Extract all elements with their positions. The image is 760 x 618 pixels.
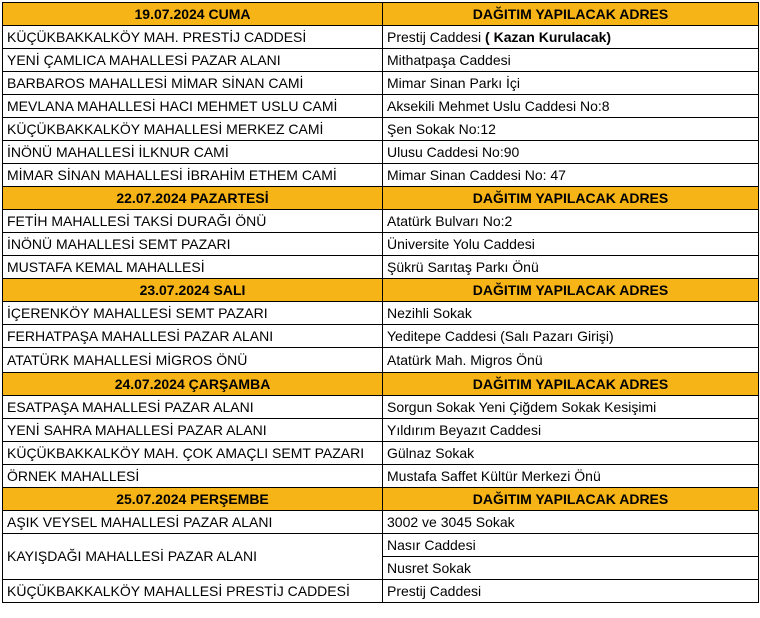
address-column-header: DAĞITIM YAPILACAK ADRES xyxy=(383,3,759,26)
location-cell: İÇERENKÖY MAHALLESİ SEMT PAZARI xyxy=(3,302,383,325)
address-text: Şen Sokak No:12 xyxy=(387,120,496,137)
day-header-row xyxy=(3,187,759,210)
address-text: Prestij Caddesi xyxy=(387,28,486,45)
address-text: Sorgun Sokak Yeni Çiğdem Sokak Kesişimi xyxy=(387,398,657,415)
address-text: Şükrü Sarıtaş Parkı Önü xyxy=(387,258,539,275)
table-row xyxy=(3,534,759,557)
day-date-header: 19.07.2024 CUMA xyxy=(3,3,383,26)
location-cell: MİMAR SİNAN MAHALLESİ İBRAHİM ETHEM CAMİ xyxy=(3,164,383,187)
address-text: Mustafa Saffet Kültür Merkezi Önü xyxy=(387,467,601,484)
table-row xyxy=(3,396,759,419)
table-row xyxy=(3,95,759,118)
address-column-header: DAĞITIM YAPILACAK ADRES xyxy=(383,373,759,396)
address-cell xyxy=(383,256,759,279)
table-row xyxy=(3,26,759,49)
day-date-header: 23.07.2024 SALI xyxy=(3,279,383,302)
table-row xyxy=(3,164,759,187)
address-column-header: DAĞITIM YAPILACAK ADRES xyxy=(383,187,759,210)
address-text: Yıldırım Beyazıt Caddesi xyxy=(387,421,542,438)
address-text: Prestij Caddesi xyxy=(387,582,482,599)
location-cell: KÜÇÜKBAKKALKÖY MAH. ÇOK AMAÇLI SEMT PAZARI xyxy=(3,442,383,465)
location-cell: YENİ SAHRA MAHALLESİ PAZAR ALANI xyxy=(3,419,383,442)
address-cell xyxy=(383,396,759,419)
table-row xyxy=(3,72,759,95)
address-text: Mimar Sinan Parkı İçi xyxy=(387,74,521,91)
location-cell: BARBAROS MAHALLESİ MİMAR SİNAN CAMİ xyxy=(3,72,383,95)
table-row xyxy=(3,511,759,534)
address-text: Atatürk Bulvarı No:2 xyxy=(387,212,513,229)
table-row xyxy=(3,580,759,603)
address-cell xyxy=(383,72,759,95)
address-note: ( Kazan Kurulacak) xyxy=(485,28,612,45)
location-cell: FETİH MAHALLESİ TAKSİ DURAĞI ÖNÜ xyxy=(3,210,383,233)
table-row xyxy=(3,419,759,442)
address-text: Mimar Sinan Caddesi No: 47 xyxy=(387,166,566,183)
table-row xyxy=(3,302,759,325)
location-cell: ESATPAŞA MAHALLESİ PAZAR ALANI xyxy=(3,396,383,419)
address-cell xyxy=(383,95,759,118)
address-cell xyxy=(383,465,759,488)
address-cell xyxy=(383,442,759,465)
address-cell xyxy=(383,141,759,164)
address-cell xyxy=(383,580,759,603)
schedule-body xyxy=(3,3,759,603)
address-cell xyxy=(383,302,759,325)
location-cell: MEVLANA MAHALLESİ HACI MEHMET USLU CAMİ xyxy=(3,95,383,118)
address-cell xyxy=(383,511,759,534)
day-header-row xyxy=(3,279,759,302)
location-cell: KÜÇÜKBAKKALKÖY MAH. PRESTİJ CADDESİ xyxy=(3,26,383,49)
address-cell xyxy=(383,325,759,348)
address-cell xyxy=(383,534,759,557)
day-date-header: 25.07.2024 PERŞEMBE xyxy=(3,488,383,511)
day-date-header: 24.07.2024 ÇARŞAMBA xyxy=(3,373,383,396)
address-text: Yeditepe Caddesi (Salı Pazarı Girişi) xyxy=(387,327,614,344)
address-text: Nezihli Sokak xyxy=(387,304,472,321)
day-header-row xyxy=(3,3,759,26)
address-text: Aksekili Mehmet Uslu Caddesi No:8 xyxy=(387,97,610,114)
location-cell: MUSTAFA KEMAL MAHALLESİ xyxy=(3,256,383,279)
address-text: Nasır Caddesi xyxy=(387,536,476,553)
location-cell: KÜÇÜKBAKKALKÖY MAHALLESİ MERKEZ CAMİ xyxy=(3,118,383,141)
table-row xyxy=(3,348,759,373)
table-row xyxy=(3,49,759,72)
address-cell xyxy=(383,49,759,72)
table-row xyxy=(3,141,759,164)
location-cell: ÖRNEK MAHALLESİ xyxy=(3,465,383,488)
location-cell: YENİ ÇAMLICA MAHALLESİ PAZAR ALANI xyxy=(3,49,383,72)
address-text: 3002 ve 3045 Sokak xyxy=(387,513,515,530)
location-cell: AŞIK VEYSEL MAHALLESİ PAZAR ALANI xyxy=(3,511,383,534)
address-column-header: DAĞITIM YAPILACAK ADRES xyxy=(383,488,759,511)
location-cell: KÜÇÜKBAKKALKÖY MAHALLESİ PRESTİJ CADDESİ xyxy=(3,580,383,603)
table-row xyxy=(3,210,759,233)
address-cell xyxy=(383,26,759,49)
day-date-header: 22.07.2024 PAZARTESİ xyxy=(3,187,383,210)
address-cell xyxy=(383,419,759,442)
day-header-row xyxy=(3,373,759,396)
address-cell: Nusret Sokak xyxy=(383,557,759,580)
address-cell xyxy=(383,118,759,141)
table-row xyxy=(3,118,759,141)
location-cell: ATATÜRK MAHALLESİ MİGROS ÖNÜ xyxy=(3,348,383,373)
address-text: Mithatpaşa Caddesi xyxy=(387,51,511,68)
table-row xyxy=(3,233,759,256)
table-row xyxy=(3,256,759,279)
address-text: Gülnaz Sokak xyxy=(387,444,475,461)
location-cell: FERHATPAŞA MAHALLESİ PAZAR ALANI xyxy=(3,325,383,348)
address-cell xyxy=(383,233,759,256)
location-cell: KAYIŞDAĞI MAHALLESİ PAZAR ALANI xyxy=(3,534,383,580)
address-column-header: DAĞITIM YAPILACAK ADRES xyxy=(383,279,759,302)
day-header-row xyxy=(3,488,759,511)
address-text: Ulusu Caddesi No:90 xyxy=(387,143,520,160)
address-text: Üniversite Yolu Caddesi xyxy=(387,235,535,252)
address-cell xyxy=(383,348,759,373)
address-text: Atatürk Mah. Migros Önü xyxy=(387,351,543,368)
address-cell xyxy=(383,210,759,233)
distribution-schedule-table xyxy=(2,2,759,603)
table-row xyxy=(3,465,759,488)
table-row xyxy=(3,442,759,465)
address-cell xyxy=(383,164,759,187)
location-cell: İNÖNÜ MAHALLESİ İLKNUR CAMİ xyxy=(3,141,383,164)
table-row xyxy=(3,325,759,348)
location-cell: İNÖNÜ MAHALLESİ SEMT PAZARI xyxy=(3,233,383,256)
